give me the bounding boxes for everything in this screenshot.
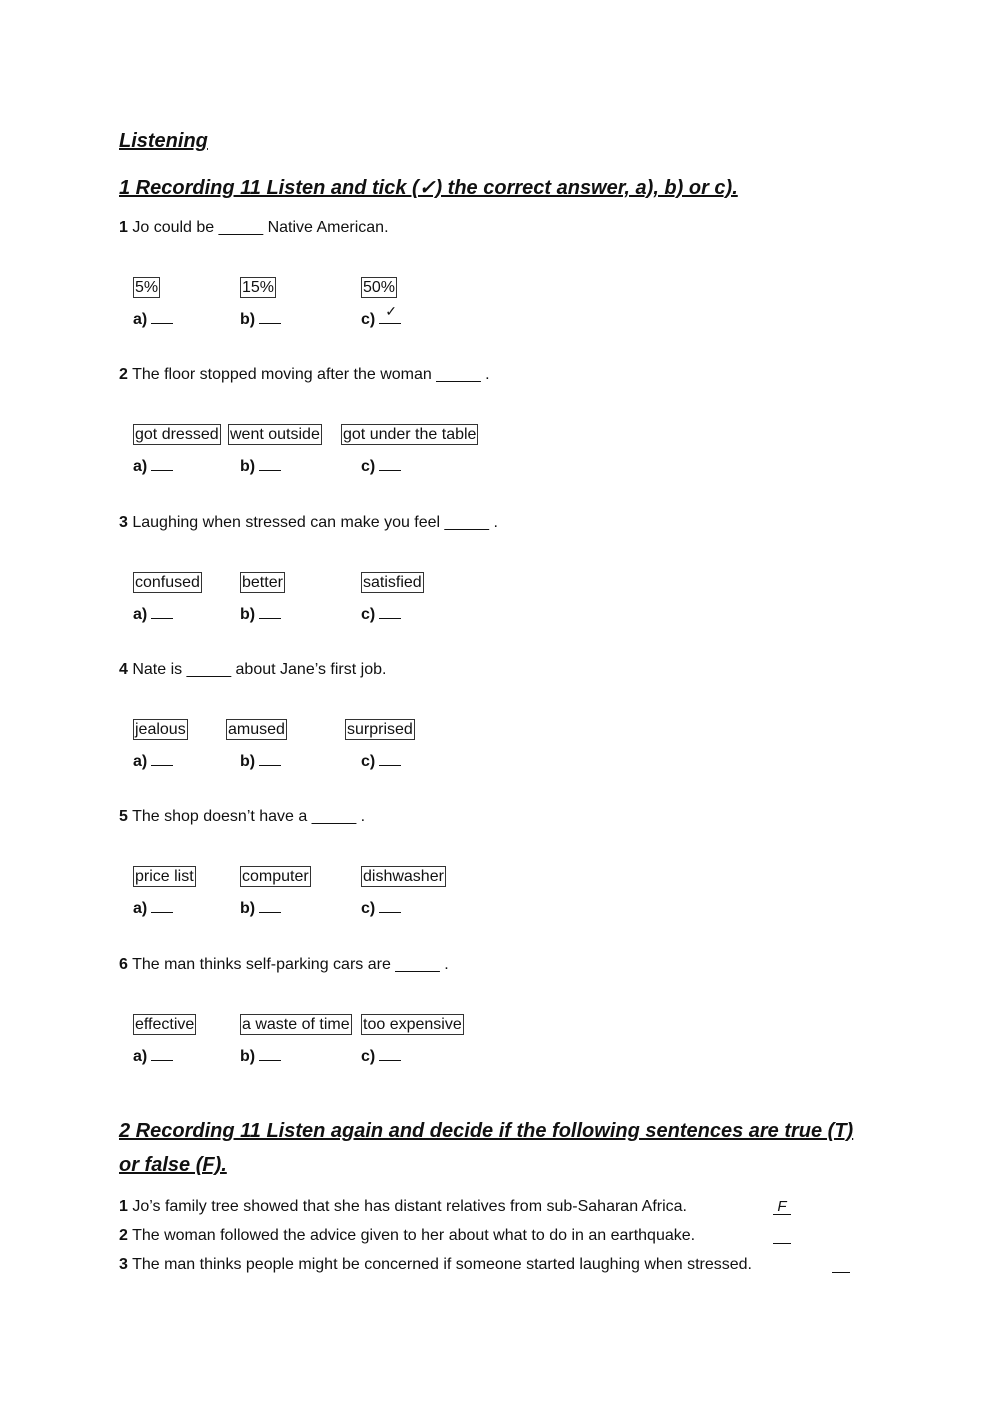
question-3 (119, 514, 498, 532)
option-box: jealous (135, 721, 186, 738)
option-label: c) (361, 606, 376, 623)
answer-row-item (133, 456, 173, 476)
question-number: 3 (119, 514, 128, 531)
answer-blank[interactable] (259, 751, 281, 766)
answer-blank[interactable] (259, 1046, 281, 1061)
question-1 (119, 219, 389, 237)
question-text: The shop doesn’t have a _____ . (127, 808, 366, 825)
tf-answer-blank[interactable]: F (773, 1200, 791, 1215)
option-box: amused (228, 721, 285, 738)
answer-row-item (240, 1046, 281, 1066)
answer-blank[interactable] (259, 604, 281, 619)
answer-blank[interactable] (379, 1046, 401, 1061)
section1-heading: 1 Recording 11 Listen and tick (✓) the correct answer, a), b) or c). (119, 177, 738, 199)
option-label: b) (240, 606, 256, 623)
question-number: 2 (119, 366, 128, 383)
answer-row-item (361, 1046, 401, 1066)
option-label: b) (240, 311, 256, 328)
option-box: too expensive (363, 1016, 462, 1033)
tick-mark: ✓ (385, 303, 397, 319)
answer-row-item (240, 309, 281, 329)
option-label: a) (133, 900, 148, 917)
option-box: price list (135, 868, 194, 885)
option-box: confused (135, 574, 200, 591)
option-label: c) (361, 1048, 376, 1065)
option-label: b) (240, 1048, 256, 1065)
answer-blank[interactable] (379, 898, 401, 913)
option-label: c) (361, 753, 376, 770)
question-2 (119, 366, 490, 384)
answer-blank[interactable] (259, 456, 281, 471)
question-number: 4 (119, 661, 128, 678)
option-box: satisfied (363, 574, 422, 591)
option-box: got under the table (343, 426, 477, 443)
question-number: 6 (119, 956, 128, 973)
answer-blank[interactable] (379, 303, 401, 324)
question-number: 1 (119, 219, 128, 236)
answer-blank[interactable] (151, 309, 173, 324)
option-label: c) (361, 458, 376, 475)
tf-statement-2 (119, 1227, 695, 1245)
answer-blank[interactable] (151, 751, 173, 766)
option-box: better (242, 574, 283, 591)
option-label: a) (133, 1048, 148, 1065)
answer-row-item (240, 456, 281, 476)
answer-blank[interactable] (151, 898, 173, 913)
option-label: a) (133, 606, 148, 623)
answer-row-item (133, 604, 173, 624)
option-label: b) (240, 458, 256, 475)
answer-blank[interactable] (151, 1046, 173, 1061)
page-title: Listening (119, 130, 208, 152)
option-box: surprised (347, 721, 413, 738)
option-box: dishwasher (363, 868, 444, 885)
question-text: The man thinks self-parking cars are _____ . (127, 956, 449, 973)
option-box: effective (135, 1016, 195, 1033)
question-text: The floor stopped moving after the woman _____ . (127, 366, 490, 383)
option-label: b) (240, 900, 256, 917)
option-label: a) (133, 311, 148, 328)
answer-blank[interactable] (151, 456, 173, 471)
option-label: b) (240, 753, 256, 770)
answer-blank[interactable] (259, 898, 281, 913)
answer-blank[interactable] (379, 456, 401, 471)
statement-text: The man thinks people might be concerned if someone started laughing when stressed. (127, 1256, 752, 1273)
question-text: Nate is _____ about Jane’s first job. (127, 661, 387, 678)
statement-number: 1 (119, 1198, 128, 1215)
statement-number: 3 (119, 1256, 128, 1273)
option-label: a) (133, 458, 148, 475)
option-label: c) (361, 311, 376, 328)
option-box: 15% (242, 279, 275, 296)
answer-row-item (240, 751, 281, 771)
answer-row-item (240, 604, 281, 624)
option-box: 5% (135, 279, 159, 296)
question-5 (119, 808, 365, 826)
question-text: Laughing when stressed can make you feel _____ . (127, 514, 498, 531)
statement-number: 2 (119, 1227, 128, 1244)
question-text: Jo could be _____ Native American. (127, 219, 389, 236)
answer-row-item (133, 898, 173, 918)
section2-heading-line2: or false (F). (119, 1154, 227, 1176)
section2-heading-line1: 2 Recording 11 Listen again and decide if the following sentences are true (T) (119, 1120, 854, 1142)
answer-row-item (361, 604, 401, 624)
statement-text: The woman followed the advice given to her about what to do in an earthquake. (127, 1227, 696, 1244)
answer-row-item (133, 309, 173, 329)
option-box: 50% (363, 279, 396, 296)
answer-row-item (240, 898, 281, 918)
answer-row-item (361, 898, 401, 918)
option-box: a waste of time (242, 1016, 350, 1033)
option-box: got dressed (135, 426, 219, 443)
question-4 (119, 661, 386, 679)
tf-answer-blank[interactable] (773, 1229, 791, 1244)
answer-blank[interactable] (379, 751, 401, 766)
tf-statement-3 (119, 1256, 752, 1274)
question-number: 5 (119, 808, 128, 825)
answer-blank[interactable] (259, 309, 281, 324)
answer-row-item (133, 1046, 173, 1066)
option-label: a) (133, 753, 148, 770)
answer-row-item (361, 456, 401, 476)
answer-row-item (361, 751, 401, 771)
question-6 (119, 956, 449, 974)
option-box: computer (242, 868, 309, 885)
statement-text: Jo’s family tree showed that she has distant relatives from sub-Saharan Africa. (127, 1198, 687, 1215)
answer-row-item (133, 751, 173, 771)
answer-row-item (361, 303, 401, 329)
answer-blank[interactable] (151, 604, 173, 619)
tf-answer-blank[interactable] (832, 1258, 850, 1273)
answer-blank[interactable] (379, 604, 401, 619)
tf-statement-1 (119, 1198, 687, 1216)
option-label: c) (361, 900, 376, 917)
option-box: went outside (230, 426, 320, 443)
